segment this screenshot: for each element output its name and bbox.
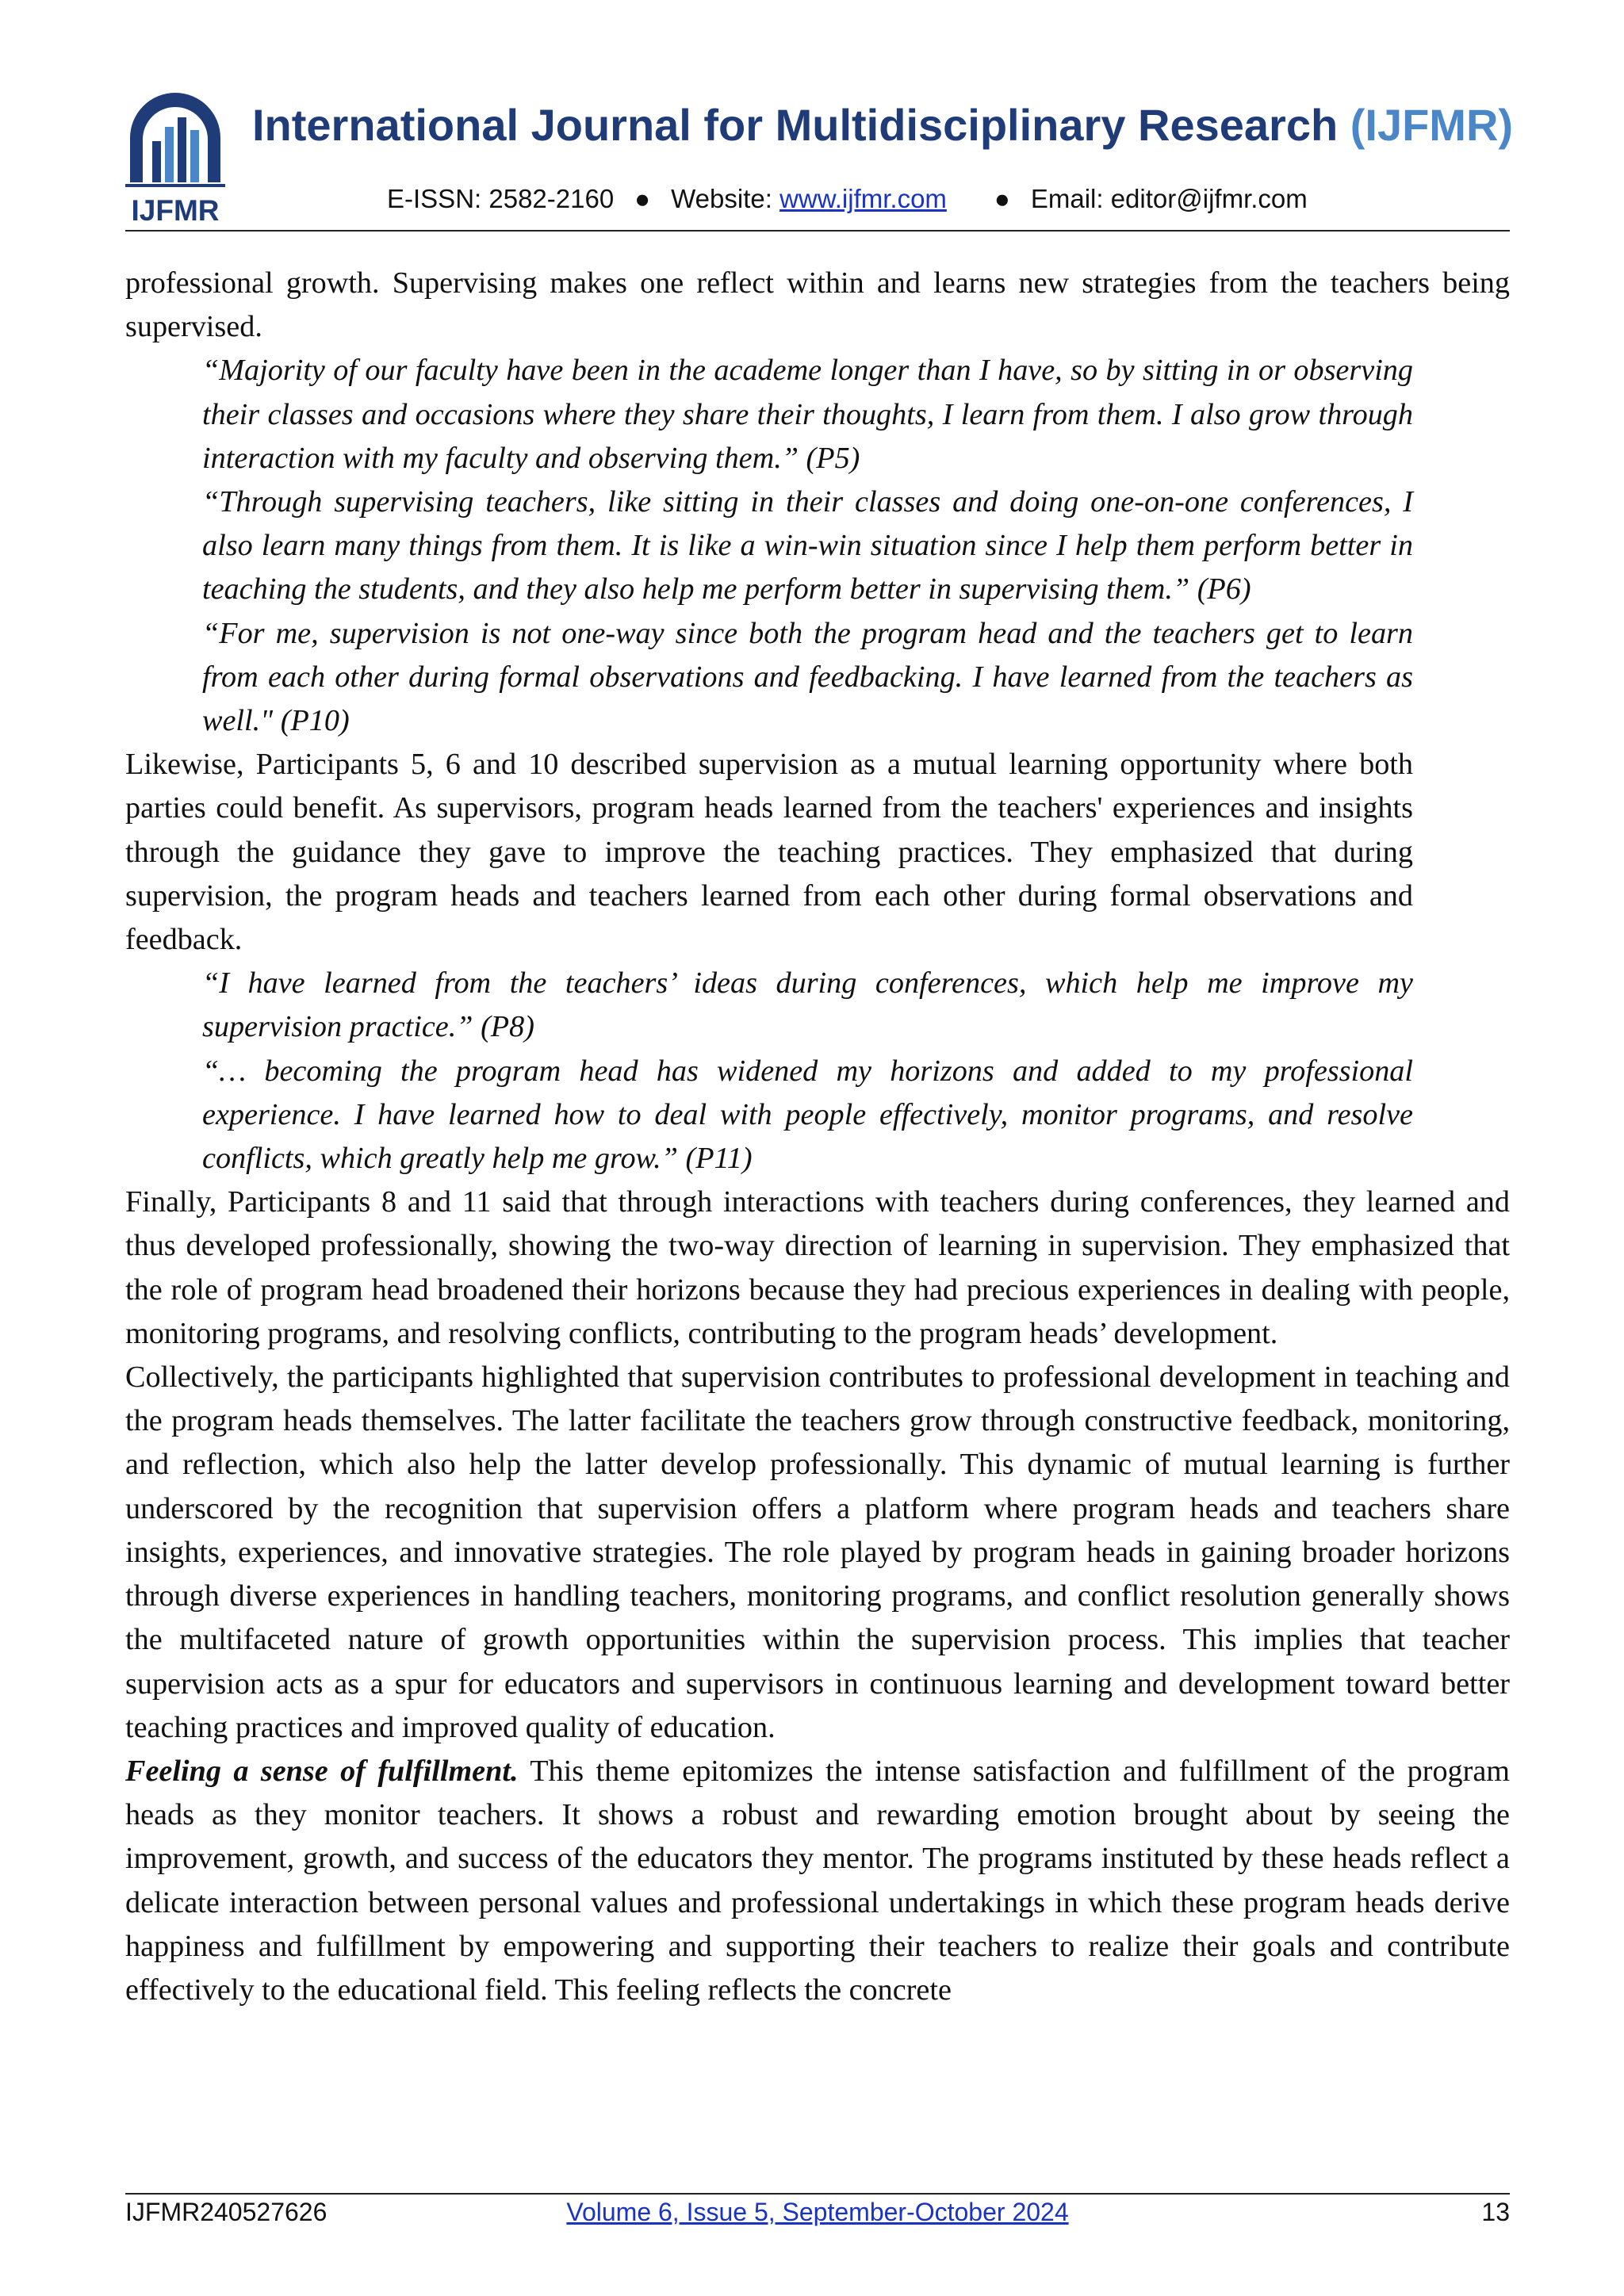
article-body xyxy=(125,262,1510,2012)
logo-text: IJFMR xyxy=(131,194,220,225)
page-header xyxy=(125,89,1514,232)
paragraph-intro: professional growth. Supervising makes one reflect within and learns new strategies from the teachers being supervised. xyxy=(125,266,1510,344)
paragraph-likewise: Likewise, Participants 5, 6 and 10 described supervision as a mutual learning opportunity where both parties could benefit. As supervisors, program heads learned from the teachers' experiences and insights through the guidance they gave to improve the teaching practices. They emphasized that during supervision, the program heads and teachers learned from each other during formal observations and feedback. xyxy=(125,748,1413,957)
paragraph-theme xyxy=(125,1750,1510,2012)
header-divider xyxy=(125,230,1510,232)
bullet-separator: ● xyxy=(634,184,651,213)
page-number: 13 xyxy=(1481,2198,1510,2226)
website-link[interactable]: www.ijfmr.com xyxy=(779,184,947,213)
issn: E-ISSN: 2582-2160 xyxy=(387,184,615,213)
ijfmr-logo-icon xyxy=(125,89,225,225)
volume-link[interactable]: Volume 6, Issue 5, September-October 2024 xyxy=(566,2198,1069,2226)
theme-text: This theme epitomizes the intense satisfaction and fulfillment of the program heads as they monitor teachers. It shows a robust and rewarding emotion brought about by seeing the improvement, growth, and success of the educators they mentor. The programs instituted by these heads reflect a delicate interaction between personal values and professional undertakings in which these program heads derive happiness and fulfillment by empowering and supporting their teachers to realize their goals and contribute effectively to the educational field. This feeling reflects the concrete xyxy=(125,1754,1510,2007)
paragraph-finally: Finally, Participants 8 and 11 said that through interactions with teachers during conferences, they learned and thus developed professionally, showing the two-way direction of learning in supervision. They emphasized that the role of program head broadened their horizons because they had precious experiences in dealing with people, monitoring programs, and resolving conflicts, contributing to the program heads’ development. xyxy=(125,1185,1510,1350)
page-footer xyxy=(125,2198,1510,2236)
quote-p8: “I have learned from the teachers’ ideas during conferences, which help me improve my supervision practice.” (P8) xyxy=(202,966,1413,1044)
paragraph-collectively: Collectively, the participants highlighted that supervision contributes to professional development in teaching and the program heads themselves. The latter facilitate the teachers grow through constructive feedback, monitoring, and reflection, which also help the latter develop professionally. This dynamic of mutual learning is further underscored by the recognition that supervision offers a platform where program heads and teachers share insights, experiences, and innovative strategies. The role played by program heads in gaining broader horizons through diverse experiences in handling teachers, monitoring programs, and conflict resolution generally shows the multifaceted nature of growth opportunities within the supervision process. This implies that teacher supervision acts as a spur for educators and supervisors in continuous learning and development toward better teaching practices and improved quality of education. xyxy=(125,1360,1510,1744)
website-label: Website: xyxy=(671,184,772,213)
journal-name: International Journal for Multidisciplinary Research xyxy=(252,100,1339,150)
quote-p10: “For me, supervision is not one-way since both the program head and the teachers get to learn from each other during formal observations and feedbacking. I have learned from the teachers as well." (P10) xyxy=(202,616,1413,738)
journal-title xyxy=(252,100,1513,151)
email: Email: editor@ijfmr.com xyxy=(1030,184,1308,213)
paper-id: IJFMR240527626 xyxy=(125,2198,327,2226)
quote-p5: “Majority of our faculty have been in the academe longer than I have, so by sitting in or observing their classes and occasions where they share their thoughts, I learn from them. I also grow through interaction with my faculty and observing them.” (P5) xyxy=(202,354,1413,475)
quote-p11: “… becoming the program head has widened my horizons and added to my professional experience. I have learned how to deal with people effectively, monitor programs, and resolve conflicts, which greatly help me grow.” (P11) xyxy=(202,1054,1413,1176)
journal-meta xyxy=(387,184,1308,214)
journal-abbreviation: (IJFMR) xyxy=(1350,100,1514,150)
bullet-separator: ● xyxy=(994,184,1010,213)
footer-divider xyxy=(125,2193,1510,2195)
theme-heading: Feeling a sense of fulfillment. xyxy=(125,1754,519,1788)
quote-p6: “Through supervising teachers, like sitting in their classes and doing one-on-one conferences, I also learn many things from them. It is like a win-win situation since I help them perform better in teaching the students, and they also help me perform better in supervising them.” (P6) xyxy=(202,485,1413,607)
